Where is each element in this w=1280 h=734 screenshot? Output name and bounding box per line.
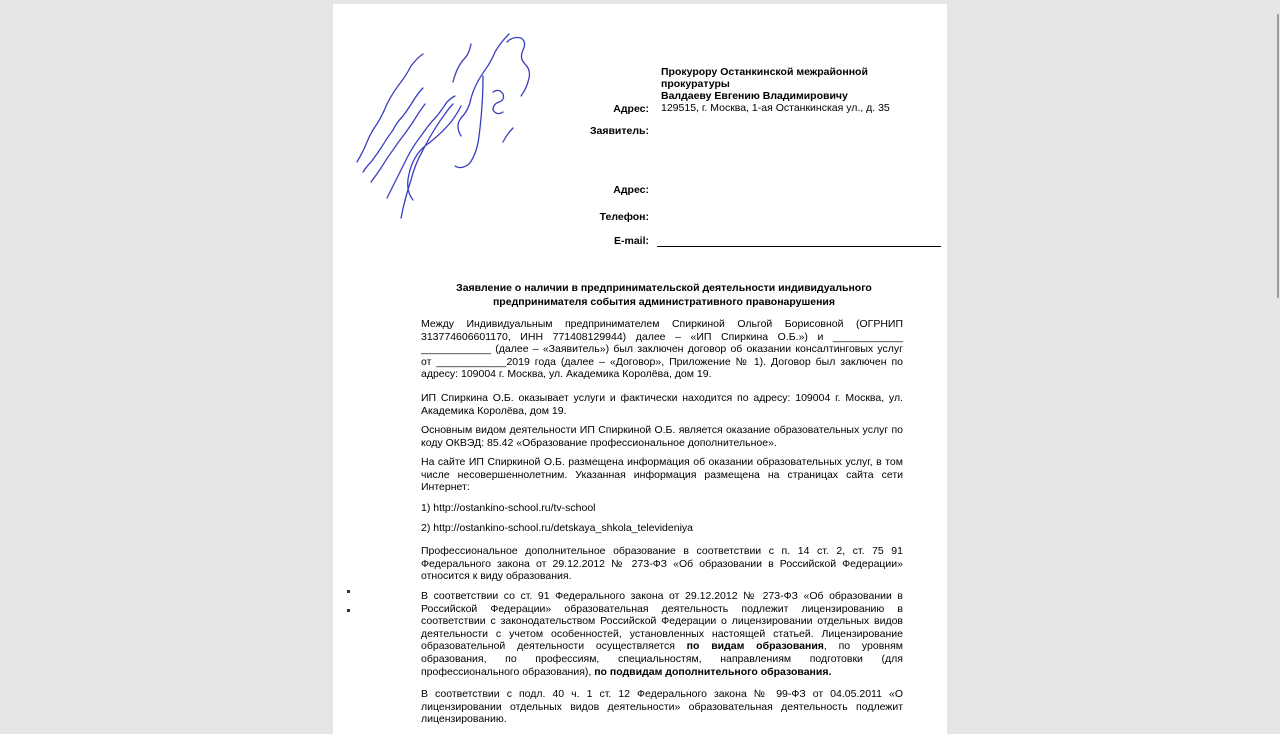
licensing-text-a: В соответствии со ст. 91 Федерального закона от 29.12.2012 № 273-ФЗ «Об образовании в Российской Федерации» образовательная деятельность подлежит лицензированию в соответствии с законодательством Российской Федерации о лицензировании отдельных видов деятельности с учетом особенностей, установленных настоящей статьей. Лицензирование образовательной деятельности осуществляется <box>421 590 903 653</box>
paragraph-education-type: Профессиональное дополнительное образование в соответствии с п. 14 ст. 2, ст. 75 91 Федерального закона от 29.12.2012 № 273-ФЗ «Об образовании в Российской Федерации» относится к виду образования. <box>421 545 903 583</box>
document-page <box>333 4 947 734</box>
paragraph-website: На сайте ИП Спиркиной О.Б. размещена информация об оказании образовательных услуг, в том числе несовершеннолетним. Указанная информация размещена на страницах сайта сети Интернет: <box>421 456 903 494</box>
licensing-text-b: , по уровням образования, по профессиям, специальностям, направлениям подготовки (для профессионального образования), <box>421 640 903 678</box>
margin-mark <box>347 590 350 593</box>
paragraph-licensing <box>421 590 903 678</box>
recipient-line-1: Прокурору Останкинской межрайонной <box>661 66 868 78</box>
title-line-1: Заявление о наличии в предпринимательской деятельности индивидуального <box>456 282 872 294</box>
phone-label: Телефон: <box>599 211 649 223</box>
address-value: 129515, г. Москва, 1-ая Останкинская ул., д. 35 <box>661 102 890 114</box>
paragraph-contract: Между Индивидуальным предпринимателем Спиркиной Ольгой Борисовной (ОГРНИП 313774606601170, ИНН 771408129944) далее – «ИП Спиркина О.Б.») и ____________ ____________ (далее – «Заявитель») был заключен договор об оказании консалтинговых услуг от ____________2019 года (далее – «Договор», Приложение № 1). Договор был заключен по адресу: 109004 г. Москва, ул. Академика Королёва, дом 19. <box>421 318 903 381</box>
recipient-line-2: прокуратуры <box>661 78 730 90</box>
paragraph-location: ИП Спиркина О.Б. оказывает услуги и фактически находится по адресу: 109004 г. Москва, ул. Академика Королёва, дом 19. <box>421 392 903 417</box>
paragraph-licensing-law: В соответствии с подл. 40 ч. 1 ст. 12 Федерального закона № 99-ФЗ от 04.05.2011 «О лицензировании отдельных видов деятельности» образовательная деятельность подлежит лицензированию. <box>421 688 903 726</box>
margin-mark <box>347 609 350 612</box>
recipient-line-3: Валдаеву Евгению Владимировичу <box>661 90 848 102</box>
title-line-2: предпринимателя события административного правонарушения <box>492 296 836 308</box>
address-label: Адрес: <box>613 103 649 115</box>
applicant-address-label: Адрес: <box>613 184 649 196</box>
document-title <box>421 281 907 309</box>
paragraph-activity: Основным видом деятельности ИП Спиркиной О.Б. является оказание образовательных услуг по коду ОКВЭД: 85.42 «Образование профессиональное дополнительное». <box>421 424 903 449</box>
handwritten-signature <box>343 22 543 222</box>
link-kids-school: 2) http://ostankino-school.ru/detskaya_shkola_televideniya <box>421 522 693 534</box>
link-tv-school: 1) http://ostankino-school.ru/tv-school <box>421 502 596 514</box>
email-underline <box>657 246 941 247</box>
scrollbar[interactable] <box>1276 0 1280 720</box>
email-label: E-mail: <box>613 235 649 247</box>
licensing-bold-a: по видам образования <box>686 640 824 653</box>
recipient-block <box>661 66 921 102</box>
scrollbar-thumb[interactable] <box>1277 14 1279 298</box>
licensing-bold-b: по подвидам дополнительного образования. <box>594 665 832 678</box>
applicant-label: Заявитель: <box>589 125 649 137</box>
